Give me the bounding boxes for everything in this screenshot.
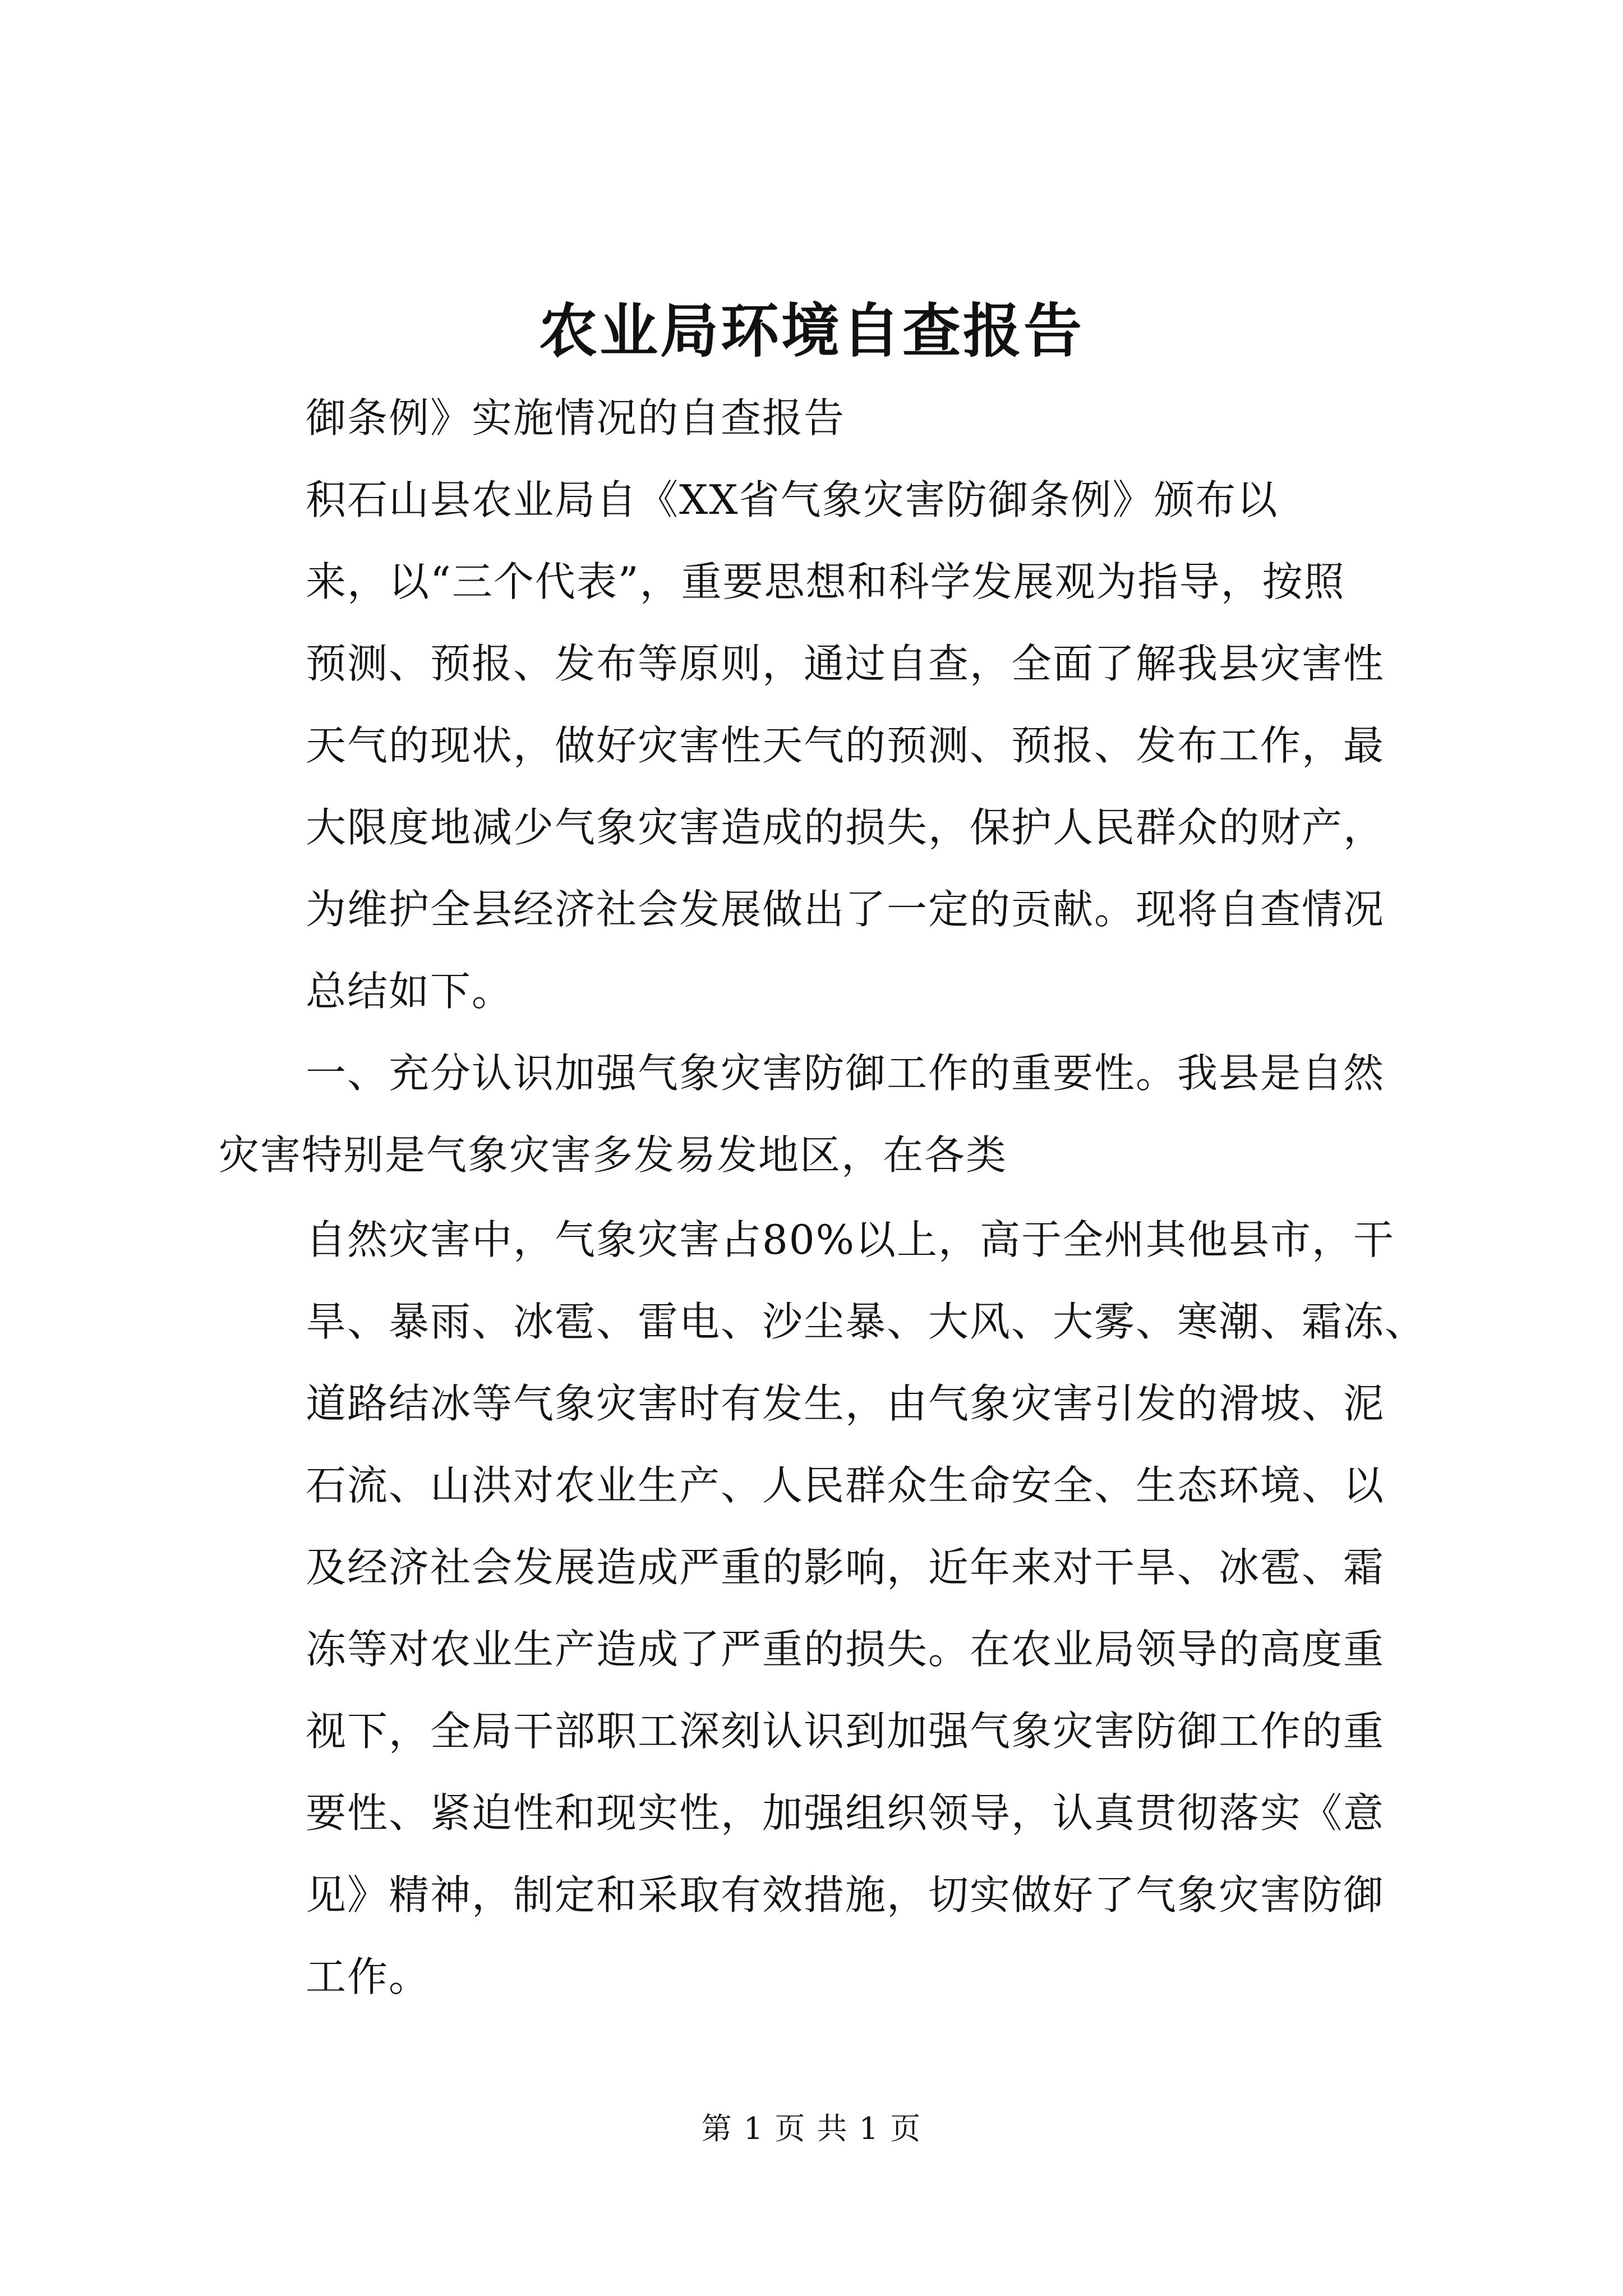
body-line: 天气的现状，做好灾害性天气的预测、预报、发布工作，最 <box>306 722 1385 769</box>
body-line: 总结如下。 <box>306 968 514 1015</box>
body-line: 为维护全县经济社会发展做出了一定的贡献。现将自查情况 <box>306 886 1385 933</box>
body-line: 见》精神，制定和采取有效措施，切实做好了气象灾害防御 <box>306 1871 1385 1918</box>
body-line: 视下，全局干部职工深刻认识到加强气象灾害防御工作的重 <box>306 1708 1385 1755</box>
body-line: 工作。 <box>306 1953 431 2000</box>
body-line: 旱、暴雨、冰雹、雷电、沙尘暴、大风、大雾、寒潮、霜冻、 <box>306 1298 1427 1345</box>
body-line: 灾害特别是气象灾害多发易发地区，在各类 <box>219 1131 1008 1179</box>
body-line: 及经济社会发展造成严重的影响，近年来对干旱、冰雹、霜 <box>306 1544 1385 1591</box>
body-line: 自然灾害中，气象灾害占80%以上，高于全州其他县市，干 <box>306 1216 1395 1263</box>
body-line: 一、充分认识加强气象灾害防御工作的重要性。我县是自然 <box>306 1050 1385 1097</box>
body-line: 要性、紧迫性和现实性，加强组织领导，认真贯彻落实《意 <box>306 1789 1385 1837</box>
body-line: 御条例》实施情况的自查报告 <box>306 394 846 441</box>
body-line: 冻等对农业生产造成了严重的损失。在农业局领导的高度重 <box>306 1626 1385 1673</box>
body-line: 大限度地减少气象灾害造成的损失，保护人民群众的财产， <box>306 804 1385 851</box>
page-title: 农业局环境自查报告 <box>538 296 1084 365</box>
body-line: 积石山县农业局自《XX省气象灾害防御条例》颁布以 <box>306 476 1279 523</box>
page-footer: 第 1 页 共 1 页 <box>701 2111 922 2146</box>
body-line: 道路结冰等气象灾害时有发生，由气象灾害引发的滑坡、泥 <box>306 1380 1385 1427</box>
body-line: 来，以“三个代表”，重要思想和科学发展观为指导，按照 <box>306 558 1345 605</box>
body-line: 预测、预报、发布等原则，通过自查，全面了解我县灾害性 <box>306 640 1385 687</box>
body-line: 石流、山洪对农业生产、人民群众生命安全、生态环境、以 <box>306 1462 1385 1509</box>
